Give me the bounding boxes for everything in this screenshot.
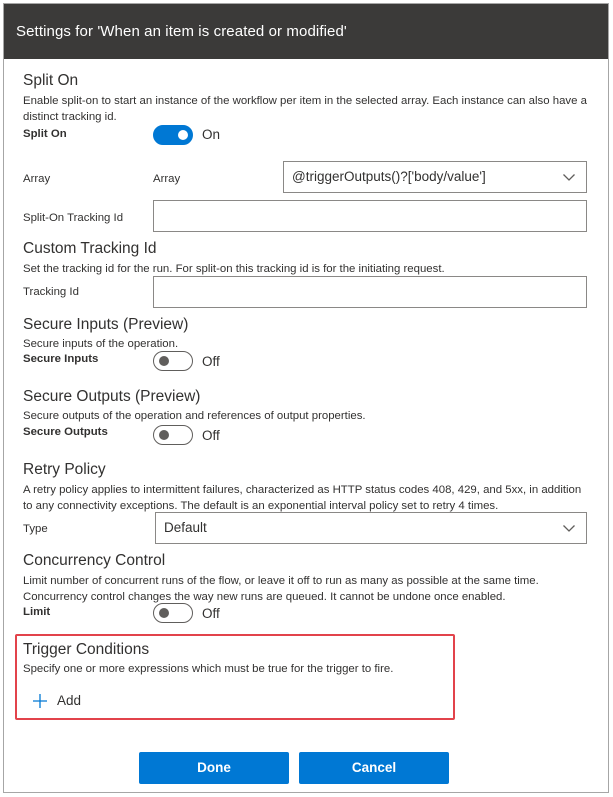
tracking-id-input[interactable] xyxy=(153,276,587,308)
cancel-button[interactable]: Cancel xyxy=(299,752,449,784)
custom-tracking-title: Custom Tracking Id xyxy=(23,240,157,257)
retry-policy-title: Retry Policy xyxy=(23,461,106,478)
secure-outputs-description: Secure outputs of the operation and references of output properties. xyxy=(23,410,366,422)
done-button[interactable]: Done xyxy=(139,752,289,784)
array-dropdown-value: @triggerOutputs()?['body/value'] xyxy=(292,169,486,184)
tracking-id-label: Tracking Id xyxy=(23,286,79,298)
secure-inputs-toggle-state: Off xyxy=(202,354,220,369)
split-on-tracking-label: Split-On Tracking Id xyxy=(23,212,124,224)
custom-tracking-description: Set the tracking id for the run. For split-on this tracking id is for the initiating request. xyxy=(23,263,445,275)
chevron-down-icon xyxy=(562,521,576,535)
retry-policy-description: A retry policy applies to intermittent failures, characterized as HTTP status codes 408, 429, and 5xx, in addition to any connectivity exceptions. The default is an exponential interval policy set to retry 4 times. xyxy=(23,484,582,512)
secure-inputs-title: Secure Inputs (Preview) xyxy=(23,316,189,333)
toggle-knob xyxy=(178,130,188,140)
trigger-conditions-description: Specify one or more expressions which must be true for the trigger to fire. xyxy=(23,663,394,675)
secure-inputs-description: Secure inputs of the operation. xyxy=(23,338,179,350)
retry-type-dropdown[interactable] xyxy=(155,512,587,544)
split-on-title: Split On xyxy=(23,72,79,89)
concurrency-title: Concurrency Control xyxy=(23,552,166,569)
split-on-toggle-label: Split On xyxy=(23,128,67,140)
trigger-conditions-title: Trigger Conditions xyxy=(23,641,150,658)
dialog-title: Settings for 'When an item is created or modified' xyxy=(4,4,608,59)
toggle-knob xyxy=(159,356,169,366)
toggle-knob xyxy=(159,430,169,440)
concurrency-toggle-state: Off xyxy=(202,606,220,621)
secure-outputs-toggle-state: Off xyxy=(202,428,220,443)
split-on-description: Enable split-on to start an instance of the workflow per item in the selected array. Each instance can also have a distinct tracking id. xyxy=(23,95,587,123)
add-button-label: Add xyxy=(57,693,82,708)
secure-inputs-toggle-label: Secure Inputs xyxy=(23,353,99,365)
secure-inputs-toggle[interactable] xyxy=(153,351,193,371)
split-on-toggle[interactable] xyxy=(153,125,193,145)
plus-icon xyxy=(32,693,48,709)
array-dropdown[interactable] xyxy=(283,161,587,193)
split-on-toggle-state: On xyxy=(202,127,221,142)
split-on-tracking-input[interactable] xyxy=(153,200,587,232)
concurrency-limit-toggle[interactable] xyxy=(153,603,193,623)
toggle-knob xyxy=(159,608,169,618)
chevron-down-icon xyxy=(562,170,576,184)
array-label-2: Array xyxy=(153,173,181,185)
settings-content xyxy=(4,59,608,794)
retry-type-label: Type xyxy=(23,523,48,535)
concurrency-toggle-label: Limit xyxy=(23,606,51,618)
array-label: Array xyxy=(23,173,51,185)
retry-type-value: Default xyxy=(164,520,207,535)
secure-outputs-toggle[interactable] xyxy=(153,425,193,445)
secure-outputs-toggle-label: Secure Outputs xyxy=(23,426,108,438)
settings-dialog xyxy=(3,3,609,793)
secure-outputs-title: Secure Outputs (Preview) xyxy=(23,388,201,405)
concurrency-description: Limit number of concurrent runs of the flow, or leave it off to run as many as possible at the same time. Concurrency control changes the way new runs are queued. It cannot be undone once enabled. xyxy=(23,575,539,603)
